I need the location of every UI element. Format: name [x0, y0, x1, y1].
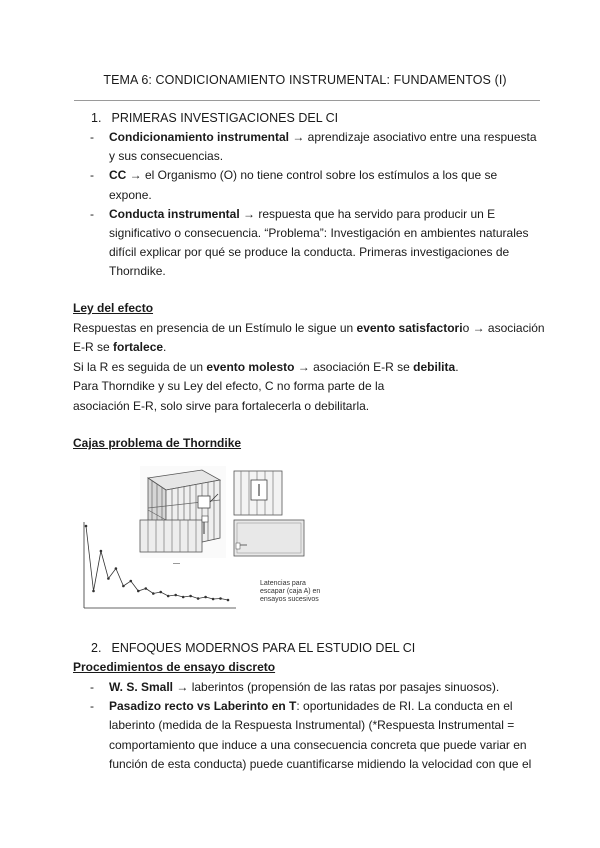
section-2-heading [91, 641, 415, 655]
section-2-list [88, 678, 543, 774]
list-item [88, 166, 543, 204]
latency-graph [78, 520, 238, 612]
list-item-term: Conducta instrumental [109, 206, 240, 221]
ley-bold: evento satisfactori [356, 320, 463, 335]
ley-line-2 [73, 358, 548, 378]
ley-text: Respuestas en presencia de un Estímulo le sigue un [73, 320, 357, 335]
latency-point-5 [115, 567, 118, 570]
latency-point-13 [174, 594, 177, 597]
latency-point-10 [152, 592, 155, 595]
title-divider [74, 100, 540, 101]
ley-line-3: Para Thorndike y su Ley del efecto, C no forma parte de la [73, 379, 385, 393]
ley-text: . [163, 340, 167, 354]
section-1-heading [91, 111, 338, 125]
ley-line-4: asociación E-R, solo sirve para fortalecerla o debilitarla. [73, 398, 370, 413]
ley-bold: evento molesto [206, 359, 295, 374]
section-1-list [88, 128, 543, 282]
latency-point-17 [204, 596, 207, 599]
latency-point-19 [219, 597, 222, 600]
section-1-number: 1. [91, 111, 102, 125]
latency-point-12 [167, 595, 170, 598]
list-item-text: → laberintos (propensión de las ratas por pasajes sinuosos). [173, 680, 500, 694]
latency-point-3 [100, 550, 103, 553]
latency-point-18 [212, 598, 215, 601]
ley-bold: fortalece [113, 340, 164, 354]
page-title: TEMA 6: CONDICIONAMIENTO INSTRUMENTAL: FUNDAMENTOS (I) [103, 73, 507, 87]
section-1-title: PRIMERAS INVESTIGACIONES DEL CI [111, 111, 339, 125]
graph-caption: Latencias para escapar (caja A) en ensayos sucesivos [260, 580, 321, 603]
list-item [88, 128, 543, 166]
cajas-heading: Cajas problema de Thorndike [73, 436, 242, 450]
ley-efecto-heading: Ley del efecto [73, 301, 154, 315]
list-item-term: Pasadizo recto vs Laberinto en T [109, 699, 297, 714]
latency-point-4 [107, 577, 110, 580]
section-2-title: ENFOQUES MODERNOS PARA EL ESTUDIO DEL CI [111, 641, 416, 655]
box-top-view-illustration [233, 519, 305, 557]
latency-point-7 [130, 580, 133, 583]
latency-point-11 [159, 591, 162, 594]
latency-point-6 [122, 585, 125, 588]
figure-label-mark: — [173, 560, 180, 567]
door-latch-illustration [233, 470, 283, 516]
latency-point-15 [189, 595, 192, 598]
list-item [88, 678, 543, 697]
ley-bold: debilita [413, 359, 456, 374]
latency-point-1 [85, 525, 88, 528]
latency-point-16 [197, 597, 200, 600]
list-item-text: → aprendizaje asociativo entre una respuesta y sus consecuencias. [109, 130, 537, 164]
latency-point-20 [227, 599, 230, 602]
ley-line-1 [73, 319, 548, 358]
list-item-text: → respuesta que ha servido para producir un E significativo o consecuencia. “Problema”: Investigación en ambientes naturales difícil explicar por qué se produce la conducta. Primeras investigaciones de Thorndike. [109, 206, 529, 279]
list-item [88, 697, 543, 774]
list-item-term: Condicionamiento instrumental [109, 130, 290, 144]
latency-point-2 [92, 590, 95, 593]
latency-point-9 [145, 587, 148, 590]
ley-text: → asociación E-R se [294, 359, 414, 374]
list-item [88, 205, 543, 282]
ley-text: Si la R es seguida de un [73, 359, 207, 374]
ley-text: o → asociación E-R se [73, 320, 545, 354]
procedimientos-heading: Procedimientos de ensayo discreto [73, 660, 276, 674]
procedimientos-block [73, 658, 548, 678]
ley-efecto-block [73, 299, 548, 416]
list-item-text: : oportunidades de RI. La conducta en el laberinto (medida de la Respuesta Instrumental) (*Respuesta Instrumental = comportamiento que induce a una consecuencia concreta que puede variar en función de esta conducta) puede cuantificarse midiendo la velocidad con que el [109, 699, 532, 771]
ley-text: . [455, 359, 459, 374]
section-2-number: 2. [91, 641, 102, 655]
list-item-text: → el Organismo (O) no tiene control sobre los estímulos a los que se expone. [109, 168, 498, 202]
list-item-term: CC [109, 168, 127, 183]
latency-series-line [86, 526, 228, 600]
latency-point-8 [137, 590, 140, 593]
latency-point-14 [182, 596, 185, 599]
list-item-term: W. S. Small [109, 680, 174, 694]
cajas-block [73, 434, 548, 454]
